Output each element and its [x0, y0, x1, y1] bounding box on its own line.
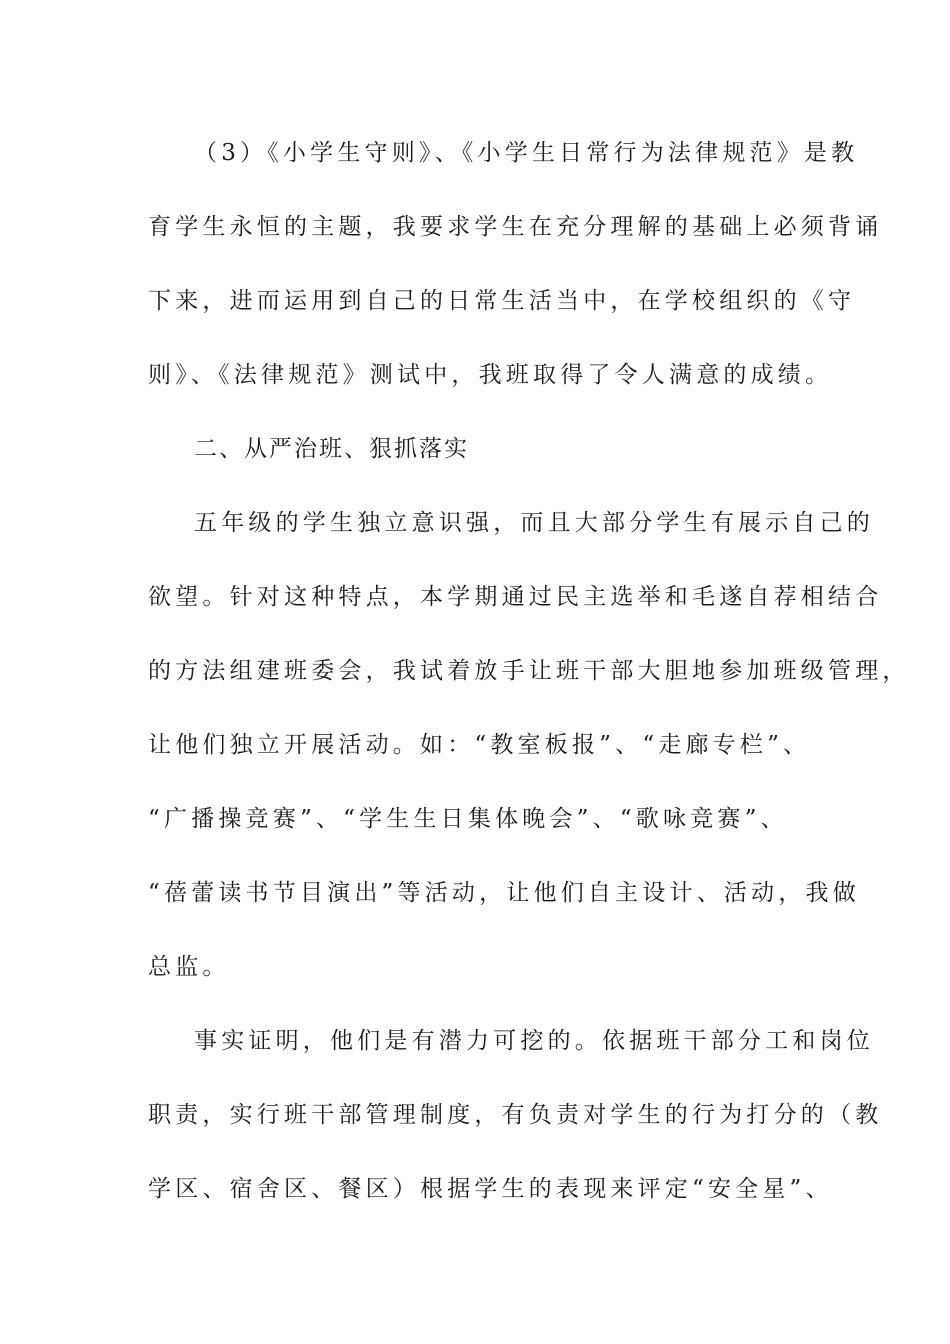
paragraph-line: 欲望。针对这种特点，本学期通过民主选举和毛遂自荐相结合 — [148, 584, 883, 610]
paragraph-line: 下来，进而运用到自己的日常生活当中，在学校组织的《守 — [148, 288, 856, 314]
paragraph-line: 让他们独立开展活动。如：“教室板报”、“走廊专栏”、 — [148, 732, 811, 758]
paragraph-line: 职责，实行班干部管理制度，有负责对学生的行为打分的（教 — [148, 1102, 883, 1128]
paragraph-line: “蓓蕾读书节目演出”等活动，让他们自主设计、活动，我做 — [148, 880, 860, 906]
paragraph-line: 则》、《法律规范》测试中，我班取得了令人满意的成绩。 — [148, 362, 833, 388]
paragraph-line: 总监。 — [148, 954, 230, 980]
paragraph-line: 育学生永恒的主题，我要求学生在充分理解的基础上必须背诵 — [148, 214, 883, 240]
section-heading: 二、从严治班、狠抓落实 — [194, 436, 469, 462]
paragraph-line: 的方法组建班委会，我试着放手让班干部大胆地参加班级管理， — [148, 658, 910, 684]
paragraph-line: 学区、宿舍区、餐区）根据学生的表现来评定“安全星”、 — [148, 1176, 833, 1202]
paragraph-line: 五年级的学生独立意识强，而且大部分学生有展示自己的 — [194, 510, 874, 536]
paragraph-line: 事实证明，他们是有潜力可挖的。依据班干部分工和岗位 — [194, 1028, 874, 1054]
paragraph-line: “广播操竞赛”、“学生生日集体晚会”、“歌咏竞赛”、 — [148, 806, 788, 832]
paragraph-line: （3）《小学生守则》、《小学生日常行为法律规范》是教 — [194, 140, 859, 166]
